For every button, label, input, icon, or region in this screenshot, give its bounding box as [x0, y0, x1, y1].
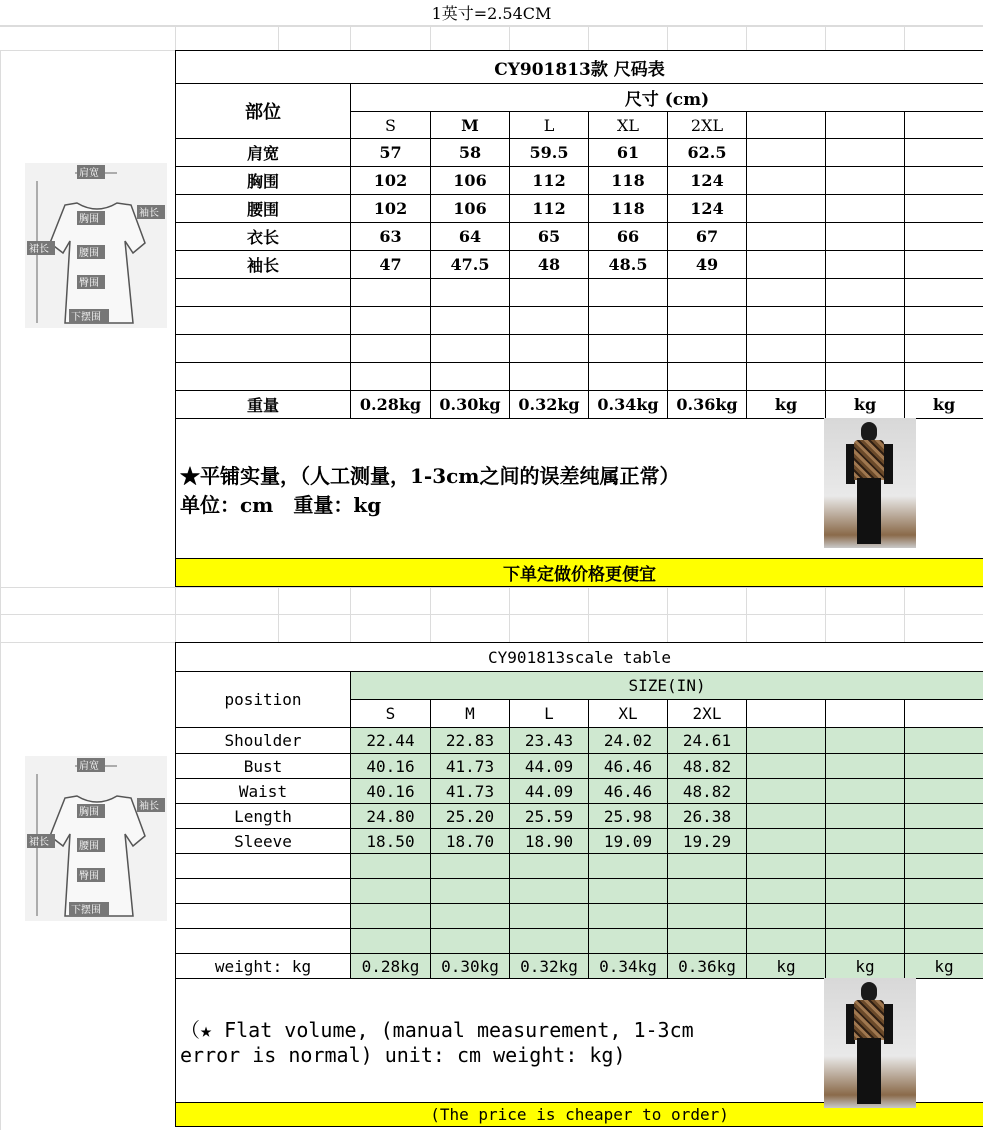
order-footer: (The price is cheaper to order) — [176, 1103, 983, 1127]
size-col: L — [510, 112, 589, 139]
cell: 24.80 — [351, 804, 431, 829]
cell: 25.98 — [589, 804, 668, 829]
garment-diagram-en — [25, 756, 167, 921]
cell: 44.09 — [510, 779, 589, 804]
cell: 18.50 — [351, 829, 431, 854]
table-row — [176, 139, 983, 167]
empty-row — [176, 307, 983, 335]
note-line-1: （★ Flat volume, (manual measurement, 1-3cm — [180, 1018, 694, 1042]
size-header: SIZE(IN) — [351, 672, 983, 700]
table-row — [176, 195, 983, 223]
empty-row — [176, 929, 983, 954]
cell: 63 — [351, 223, 431, 251]
cell: 57 — [351, 139, 431, 167]
cell: 25.59 — [510, 804, 589, 829]
row-label: 肩宽 — [176, 139, 351, 167]
size-col — [747, 700, 826, 728]
cell: 46.46 — [589, 754, 668, 779]
svg-text:下摆围: 下摆围 — [71, 905, 101, 916]
weight-cell: kg — [747, 954, 826, 979]
weight-label: 重量 — [176, 391, 351, 419]
weight-cell: 0.36kg — [668, 954, 747, 979]
cell: 26.38 — [668, 804, 747, 829]
cell: 65 — [510, 223, 589, 251]
weight-cell: kg — [905, 954, 983, 979]
row-label: 胸围 — [176, 167, 351, 195]
empty-row — [176, 854, 983, 879]
weight-label: weight: kg — [176, 954, 351, 979]
note-line-1: ★平铺实量，（人工测量，1-3cm之间的误差纯属正常） — [180, 463, 680, 488]
table-row — [176, 754, 983, 779]
cell — [826, 223, 905, 251]
cell: 112 — [510, 167, 589, 195]
cell — [747, 167, 826, 195]
size-col: 2XL — [668, 112, 747, 139]
cell: 106 — [431, 195, 510, 223]
table-row — [176, 223, 983, 251]
cell: 118 — [589, 195, 668, 223]
weight-cell: kg — [826, 954, 905, 979]
weight-cell: kg — [747, 391, 826, 419]
size-col: L — [510, 700, 589, 728]
cell: 48.5 — [589, 251, 668, 279]
cell: 19.29 — [668, 829, 747, 854]
weight-cell: kg — [905, 391, 983, 419]
position-header: 部位 — [176, 84, 351, 139]
size-col: M — [431, 112, 510, 139]
svg-text:裙长: 裙长 — [29, 837, 49, 848]
size-col — [905, 700, 983, 728]
cell: 40.16 — [351, 779, 431, 804]
cell — [826, 139, 905, 167]
cell — [747, 139, 826, 167]
order-footer: 下单定做价格更便宜 — [176, 559, 983, 587]
note-line-2: error is normal) unit: cm weight: kg) — [180, 1043, 626, 1067]
weight-cell: 0.32kg — [510, 954, 589, 979]
note-line-2: 单位：cm 重量：kg — [180, 492, 382, 517]
size-header: 尺寸 (cm) — [351, 84, 983, 112]
empty-row — [176, 363, 983, 391]
cell: 49 — [668, 251, 747, 279]
cell — [905, 167, 983, 195]
cell: 24.02 — [589, 728, 668, 754]
empty-row — [176, 904, 983, 929]
size-col — [826, 112, 905, 139]
cell: 61 — [589, 139, 668, 167]
product-photo — [824, 978, 916, 1108]
cell: 62.5 — [668, 139, 747, 167]
cell: 19.09 — [589, 829, 668, 854]
size-col — [905, 112, 983, 139]
size-col: XL — [589, 700, 668, 728]
size-col: S — [351, 700, 431, 728]
row-label: Bust — [176, 754, 351, 779]
cell: 18.90 — [510, 829, 589, 854]
cell: 58 — [431, 139, 510, 167]
size-col — [826, 700, 905, 728]
row-label: 衣长 — [176, 223, 351, 251]
svg-text:肩宽: 肩宽 — [79, 168, 99, 179]
cell: 22.83 — [431, 728, 510, 754]
weight-cell: 0.32kg — [510, 391, 589, 419]
cell — [905, 139, 983, 167]
weight-cell: 0.28kg — [351, 954, 431, 979]
cell: 48.82 — [668, 754, 747, 779]
cell: 102 — [351, 167, 431, 195]
size-col: XL — [589, 112, 668, 139]
weight-cell: 0.36kg — [668, 391, 747, 419]
dress-outline-icon — [25, 756, 167, 921]
table-row — [176, 779, 983, 804]
svg-text:腰围: 腰围 — [79, 841, 99, 852]
row-label: Length — [176, 804, 351, 829]
svg-text:腰围: 腰围 — [79, 248, 99, 259]
cell: 41.73 — [431, 779, 510, 804]
table-row — [176, 829, 983, 854]
cell: 40.16 — [351, 754, 431, 779]
row-label: Shoulder — [176, 728, 351, 754]
cell — [905, 223, 983, 251]
cell — [826, 167, 905, 195]
cell: 44.09 — [510, 754, 589, 779]
cell: 48 — [510, 251, 589, 279]
svg-text:裙长: 裙长 — [29, 244, 49, 255]
product-photo — [824, 418, 916, 548]
cell: 118 — [589, 167, 668, 195]
table-row — [176, 251, 983, 279]
conversion-header: 1英寸=2.54CM — [0, 0, 983, 26]
cell — [747, 251, 826, 279]
cell: 124 — [668, 195, 747, 223]
cell: 23.43 — [510, 728, 589, 754]
cell: 64 — [431, 223, 510, 251]
table-title: CY901813scale table — [176, 643, 983, 672]
size-col — [747, 112, 826, 139]
table-title: CY901813款 尺码表 — [176, 51, 983, 84]
cell: 106 — [431, 167, 510, 195]
svg-text:袖长: 袖长 — [139, 208, 159, 219]
svg-text:肩宽: 肩宽 — [79, 761, 99, 772]
weight-cell: 0.34kg — [589, 391, 668, 419]
cell — [826, 251, 905, 279]
weight-cell: 0.28kg — [351, 391, 431, 419]
row-label: 腰围 — [176, 195, 351, 223]
cell — [905, 195, 983, 223]
svg-text:胸围: 胸围 — [79, 214, 99, 225]
weight-cell: 0.30kg — [431, 954, 510, 979]
row-label: Sleeve — [176, 829, 351, 854]
position-header: position — [176, 672, 351, 728]
size-col: S — [351, 112, 431, 139]
empty-row — [176, 879, 983, 904]
svg-text:袖长: 袖长 — [139, 801, 159, 812]
cell: 24.61 — [668, 728, 747, 754]
svg-text:臀围: 臀围 — [79, 871, 99, 882]
weight-cell: 0.34kg — [589, 954, 668, 979]
empty-row — [176, 335, 983, 363]
table-row — [176, 804, 983, 829]
cell — [747, 195, 826, 223]
cell: 47.5 — [431, 251, 510, 279]
cell: 102 — [351, 195, 431, 223]
cell: 18.70 — [431, 829, 510, 854]
cell: 66 — [589, 223, 668, 251]
cell: 124 — [668, 167, 747, 195]
cell: 112 — [510, 195, 589, 223]
svg-text:下摆围: 下摆围 — [71, 312, 101, 323]
cell: 47 — [351, 251, 431, 279]
empty-row — [176, 279, 983, 307]
size-col: M — [431, 700, 510, 728]
weight-cell: 0.30kg — [431, 391, 510, 419]
weight-row — [176, 391, 983, 419]
size-col: 2XL — [668, 700, 747, 728]
cell — [826, 195, 905, 223]
cell: 59.5 — [510, 139, 589, 167]
weight-row — [176, 954, 983, 979]
weight-cell: kg — [826, 391, 905, 419]
dress-outline-icon — [25, 163, 167, 328]
table-row — [176, 167, 983, 195]
table-row — [176, 728, 983, 754]
row-label: Waist — [176, 779, 351, 804]
cell — [905, 251, 983, 279]
svg-text:胸围: 胸围 — [79, 807, 99, 818]
row-label: 袖长 — [176, 251, 351, 279]
cell: 67 — [668, 223, 747, 251]
garment-diagram-cn — [25, 163, 167, 328]
svg-text:臀围: 臀围 — [79, 278, 99, 289]
cell: 48.82 — [668, 779, 747, 804]
cell: 46.46 — [589, 779, 668, 804]
cell: 41.73 — [431, 754, 510, 779]
cell — [747, 223, 826, 251]
cell: 22.44 — [351, 728, 431, 754]
cell: 25.20 — [431, 804, 510, 829]
